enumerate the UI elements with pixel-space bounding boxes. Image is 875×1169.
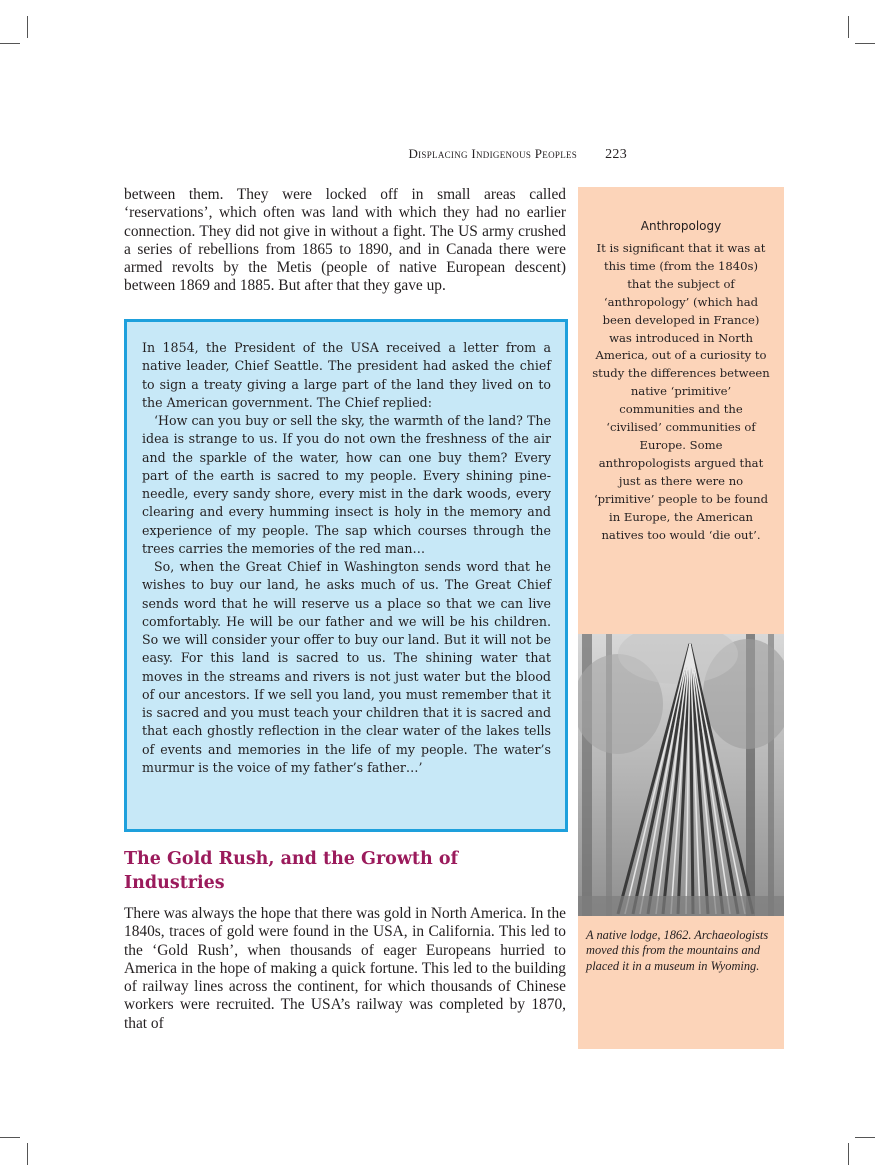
crop-mark <box>27 16 28 38</box>
running-head-section-title: Displacing Indigenous Peoples <box>408 146 578 161</box>
crop-mark <box>848 1143 849 1165</box>
crop-mark <box>848 16 849 38</box>
quote-paragraph: So, when the Great Chief in Washington sends word that he wishes to buy our land, he asks much of us. The Great Chief sends word that he will reserve us a place so that we can live comfortably. He will be our father and we will be his children. So we will consider your offer to buy our land. But it will not be easy. For this land is sacred to us. The shining water that moves in the streams and rivers is not just water but the blood of our ancestors. If we sell you land, you must remember that it is sacred and you must teach your children that it is sacred and that each ghostly reflection in the clear water of the lakes tells of events and memories in the life of my people. The water’s murmur is the voice of my father’s father…’ <box>142 559 551 775</box>
quote-paragraph: ‘How can you buy or sell the sky, the warmth of the land? The idea is strange to us. If you do not own the freshness of the air and the sparkle of the water, how can one buy them? Every part of the earth is sacred to my people. Every shining pine-needle, every sandy shore, every mist in the dark woods, every clearing and every humming insect is holy in the memory and experience of my people. The sap which courses through the trees carries the memories of the red man… <box>142 413 551 556</box>
sidebar-text: It is significant that it was at this time (from the 1840s) that the subject of ‘anthropology’ (which had been developed in France) was introduced in North America, out of a curiosity to study the differences between native ‘primitive’ communities and the ‘civilised’ communities of Europe. Some anthropologists argued that just as there were no ‘primitive’ people to be found in Europe, the American natives too would ‘die out’. <box>592 241 770 542</box>
crop-mark <box>855 43 875 44</box>
crop-mark <box>27 1143 28 1165</box>
gold-rush-paragraph: There was always the hope that there was gold in North America. In the 1840s, traces of gold were found in the USA, in California. This led to the ‘Gold Rush’, when thousands of eager Europeans hurried to America in the hope of making a quick fortune. This led to the building of railway lines across the continent, for which thousands of Chinese workers were recruited. The USA’s railway was completed by 1870, that of <box>124 905 566 1032</box>
running-head <box>300 146 627 166</box>
page-number: 223 <box>605 147 627 162</box>
crop-mark <box>0 43 20 44</box>
chief-seattle-quote-box <box>124 319 568 832</box>
intro-paragraph: between them. They were locked off in small areas called ‘reservations’, which often was land with which they had no earlier connection. They did not give in without a fight. The US army crushed a series of rebellions from 1865 to 1890, and in Canada there were armed revolts by the Metis (people of native European descent) between 1869 and 1885. But after that they gave up. <box>124 186 566 295</box>
crop-mark <box>0 1137 20 1138</box>
sidebar-title: Anthropology <box>640 219 722 233</box>
native-lodge-photo <box>578 634 784 916</box>
photo-caption: A native lodge, 1862. Archaeologists moved this from the mountains and placed it in a museum in Wyoming. <box>586 928 769 973</box>
quote-paragraph: In 1854, the President of the USA received a letter from a native leader, Chief Seattle. The president had asked the chief to sign a treaty giving a large part of the land they lived on to the American government. The Chief replied: <box>142 340 551 410</box>
anthropology-sidebar <box>578 187 784 1049</box>
crop-mark <box>855 1137 875 1138</box>
section-heading: The Gold Rush, and the Growth of Industries <box>124 849 459 893</box>
